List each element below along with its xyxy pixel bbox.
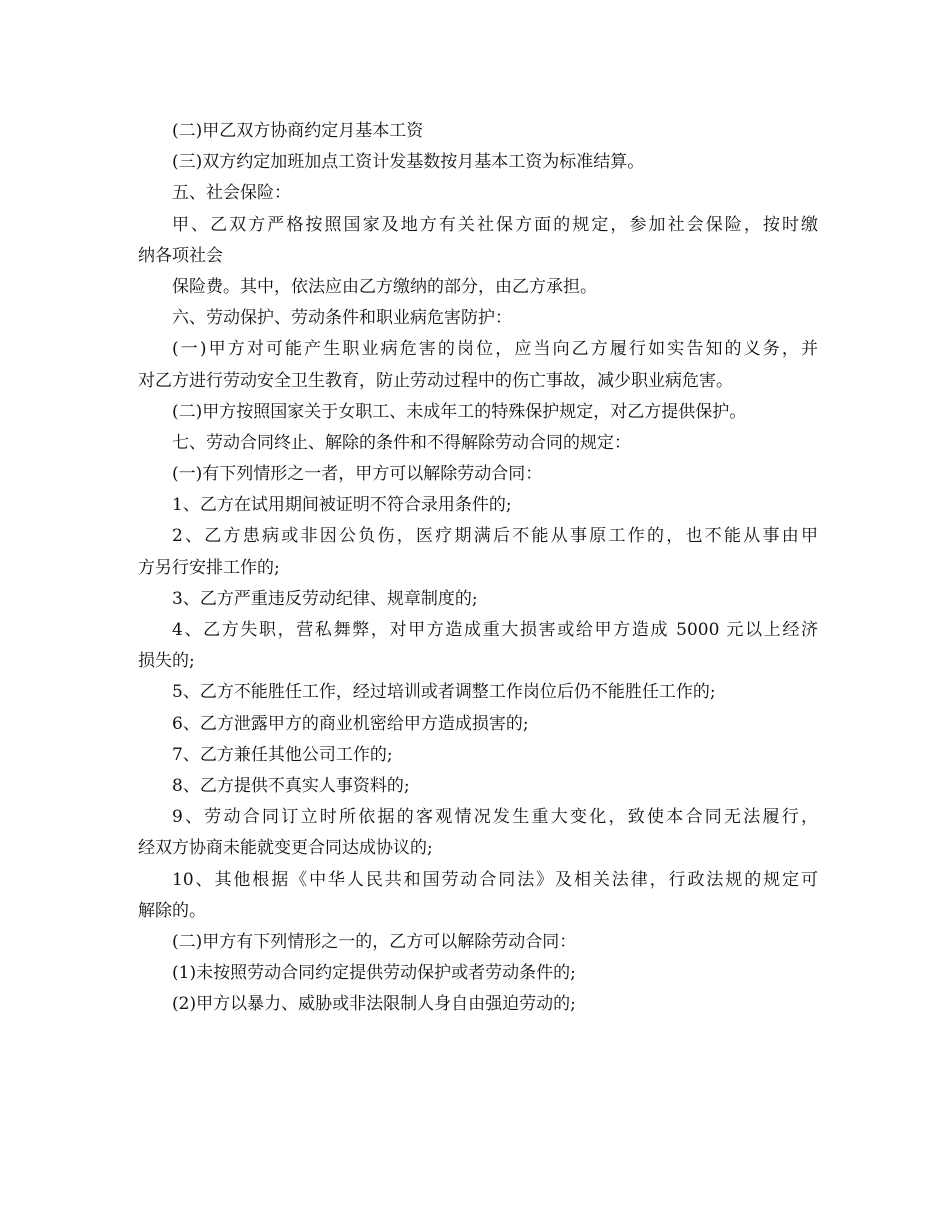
document-text-line: (二)甲方有下列情形之一的，乙方可以解除劳动合同： <box>172 931 577 952</box>
document-text-line: 5、乙方不能胜任工作，经过培训或者调整工作岗位后仍不能胜任工作的; <box>172 682 716 703</box>
document-text-line: 五、社会保险： <box>172 183 291 204</box>
document-text-line: 纳各项社会 <box>138 245 223 266</box>
document-text-line: 保险费。其中，依法应由乙方缴纳的部分，由乙方承担。 <box>172 276 597 297</box>
document-text-line: 2、乙方患病或非因公负伤，医疗期满后不能从事原工作的，也不能从事由甲 <box>172 526 818 547</box>
document-text-line: 6、乙方泄露甲方的商业机密给甲方造成损害的; <box>172 713 529 734</box>
document-text-line: (1)未按照劳动合同约定提供劳动保护或者劳动条件的; <box>172 963 576 984</box>
document-text-line: 解除的。 <box>138 900 206 921</box>
document-text-line: (三)双方约定加班加点工资计发基数按月基本工资为标准结算。 <box>172 152 645 173</box>
document-text-line: (一)甲方对可能产生职业病危害的岗位，应当向乙方履行如实告知的义务，并 <box>172 339 818 360</box>
document-text-line: (2)甲方以暴力、威胁或非法限制人身自由强迫劳动的; <box>172 994 576 1015</box>
document-text-line: 8、乙方提供不真实人事资料的; <box>172 775 410 796</box>
document-text-line: 1、乙方在试用期间被证明不符合录用条件的; <box>172 495 512 516</box>
document-text-line: 经双方协商未能就变更合同达成协议的; <box>138 838 433 859</box>
document-text-line: 10、其他根据《中华人民共和国劳动合同法》及相关法律，行政法规的规定可 <box>172 869 818 890</box>
document-text-line: 损失的; <box>138 651 195 672</box>
document-text-line: (一)有下列情形之一者，甲方可以解除劳动合同： <box>172 464 543 485</box>
document-text-line: 甲、乙双方严格按照国家及地方有关社保方面的规定，参加社会保险，按时缴 <box>172 214 818 235</box>
document-text-line: 7、乙方兼任其他公司工作的; <box>172 744 393 765</box>
document-text-line: 3、乙方严重违反劳动纪律、规章制度的; <box>172 588 478 609</box>
document-body <box>138 116 818 1020</box>
document-text-line: 六、劳动保护、劳动条件和职业病危害防护： <box>172 308 512 329</box>
document-text-line: 七、劳动合同终止、解除的条件和不得解除劳动合同的规定： <box>172 432 631 453</box>
document-text-line: (二)甲乙双方协商约定月基本工资 <box>172 121 424 141</box>
document-text-line: 对乙方进行劳动安全卫生教育，防止劳动过程中的伤亡事故，减少职业病危害。 <box>138 370 733 391</box>
document-text-line: (二)甲方按照国家关于女职工、未成年工的特殊保护规定，对乙方提供保护。 <box>172 401 747 422</box>
document-text-line: 4、乙方失职，营私舞弊，对甲方造成重大损害或给甲方造成 5000 元以上经济 <box>172 620 818 640</box>
document-text-line: 方另行安排工作的; <box>138 557 280 578</box>
document-text-line: 9、劳动合同订立时所依据的客观情况发生重大变化，致使本合同无法履行， <box>172 807 818 828</box>
